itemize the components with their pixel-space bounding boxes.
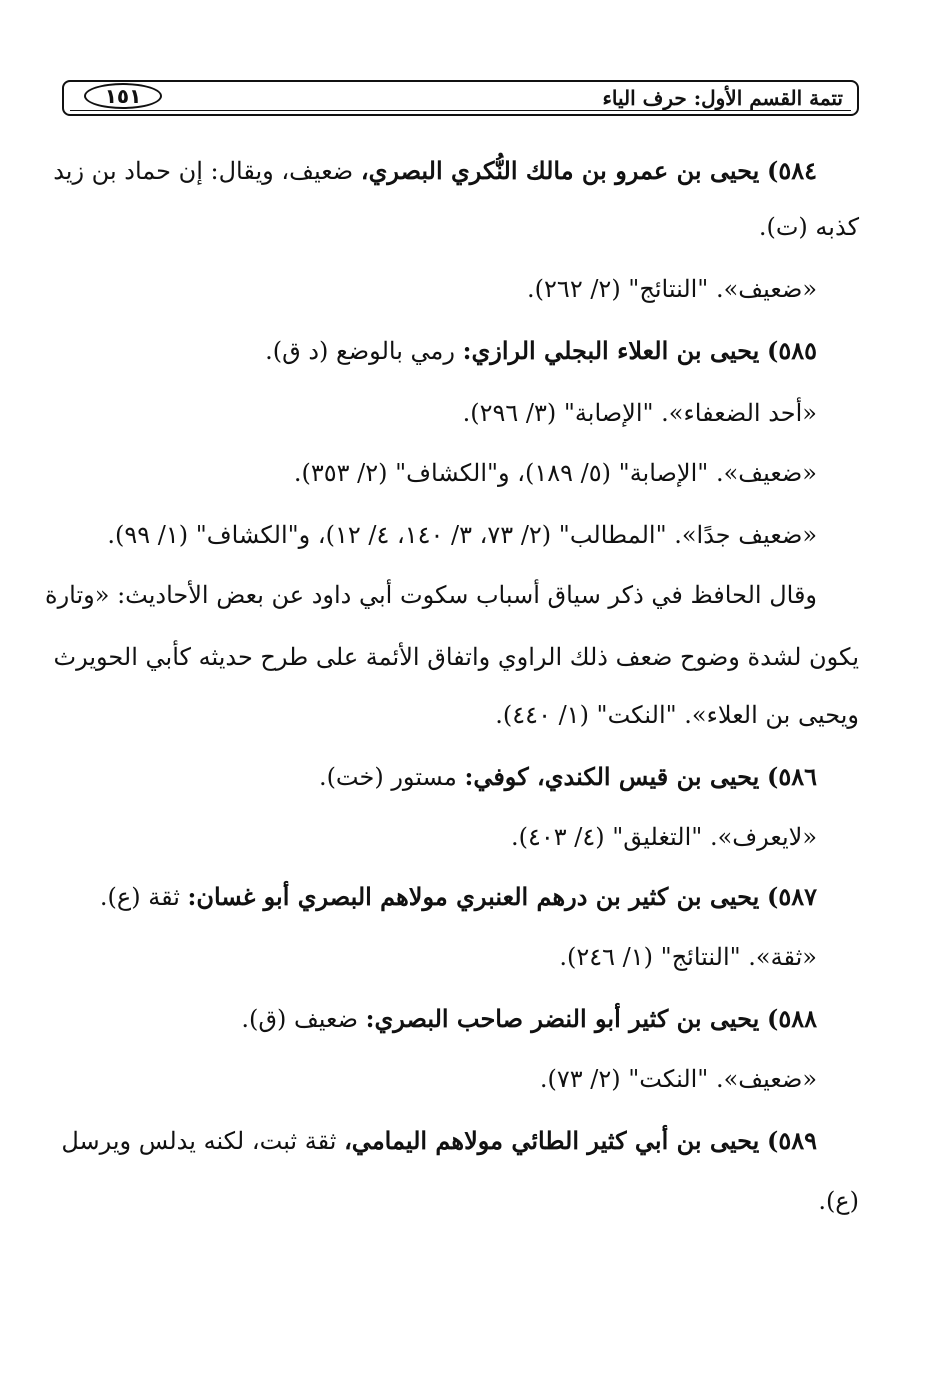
header-rule: [70, 110, 851, 111]
entry-587-ref: [559, 940, 817, 974]
text-line: وقال الحافظ في ذكر سياق أسباب سكوت أبي داود عن بعض الأحاديث: «وتارة: [45, 581, 817, 609]
reference-line: «ضعيف جدًا». "المطالب" (٢/ ٧٣، ٣/ ١٤٠، ٤/ ١٢)، و"الكشاف" (١/ ٩٩).: [107, 521, 817, 549]
entry-number: ٥٨٤): [766, 156, 817, 185]
narrator-name: يحيى بن عمرو بن مالك النُّكري البصري،: [360, 156, 760, 185]
entry-number: ٥٨٧): [766, 882, 817, 911]
reference-line: «ضعيف». "الإصابة" (٥/ ١٨٩)، و"الكشاف" (٢/ ٣٥٣).: [293, 459, 817, 487]
grading-text: رمي بالوضع (د ق).: [265, 337, 463, 365]
entry-number: ٥٨٥): [766, 336, 817, 365]
entry-585-note-1: [45, 578, 817, 612]
entry-number: ٥٨٩): [766, 1126, 817, 1155]
grading-text: ثقة (ع).: [99, 883, 188, 911]
header-title: تتمة القسم الأول: حرف الياء: [602, 86, 843, 110]
entry-584-line-2: [759, 210, 859, 244]
entry-587-line-1: [100, 880, 817, 914]
entry-585-note-3: [495, 698, 859, 732]
entry-585-ref-3: [107, 518, 817, 552]
text-line: يكون لشدة وضوح ضعف ذلك الراوي واتفاق الأئمة على طرح حديثه كأبي الحويرث: [53, 643, 859, 671]
reference-line: «ضعيف». "النتائج" (٢/ ٢٦٢).: [527, 275, 817, 303]
narrator-name: يحيى بن العلاء البجلي الرازي:: [462, 336, 760, 365]
entry-584-ref: [527, 272, 817, 306]
entry-588-line-1: [241, 1002, 817, 1036]
grading-text: مستور (خت).: [318, 763, 465, 791]
grading-text: ضعيف، ويقال: إن حماد بن زيد: [53, 157, 361, 185]
entry-number: ٥٨٨): [766, 1004, 817, 1033]
entry-589-line-2: [818, 1184, 859, 1218]
page-number: ١٥١: [84, 83, 162, 109]
entry-585-ref-1: [463, 396, 817, 430]
narrator-name: يحيى بن قيس الكندي، كوفي:: [464, 762, 760, 791]
reference-line: «لايعرف». "التغليق" (٤/ ٤٠٣).: [510, 823, 817, 851]
narrator-name: يحيى بن كثير بن درهم العنبري مولاهم البصري أبو غسان:: [187, 882, 760, 911]
reference-line: «أحد الضعفاء». "الإصابة" (٣/ ٢٩٦).: [462, 399, 817, 427]
grading-text: ثقة ثبت، لكنه يدلس ويرسل: [61, 1127, 345, 1155]
entry-585-note-2: [53, 640, 859, 674]
entry-586-ref: [511, 820, 817, 854]
reference-line: «ثقة». "النتائج" (١/ ٢٤٦).: [559, 943, 817, 971]
entry-585-ref-2: [294, 456, 817, 490]
entry-589-line-1: [61, 1124, 817, 1158]
entry-588-ref: [540, 1062, 817, 1096]
entry-585-line-1: [265, 334, 817, 368]
page-header: [62, 80, 859, 116]
text-line: (ع).: [818, 1187, 859, 1215]
entry-number: ٥٨٦): [766, 762, 817, 791]
reference-line: «ضعيف». "النكت" (٢/ ٧٣).: [539, 1065, 817, 1093]
entry-584-line-1: [53, 154, 817, 188]
narrator-name: يحيى بن أبي كثير الطائي مولاهم اليمامي،: [344, 1126, 760, 1155]
text-line: ويحيى بن العلاء». "النكت" (١/ ٤٤٠).: [495, 701, 859, 729]
text-line: كذبه (ت).: [758, 213, 859, 241]
narrator-name: يحيى بن كثير أبو النضر صاحب البصري:: [365, 1004, 760, 1033]
grading-text: ضعيف (ق).: [241, 1005, 366, 1033]
entry-586-line-1: [319, 760, 817, 794]
